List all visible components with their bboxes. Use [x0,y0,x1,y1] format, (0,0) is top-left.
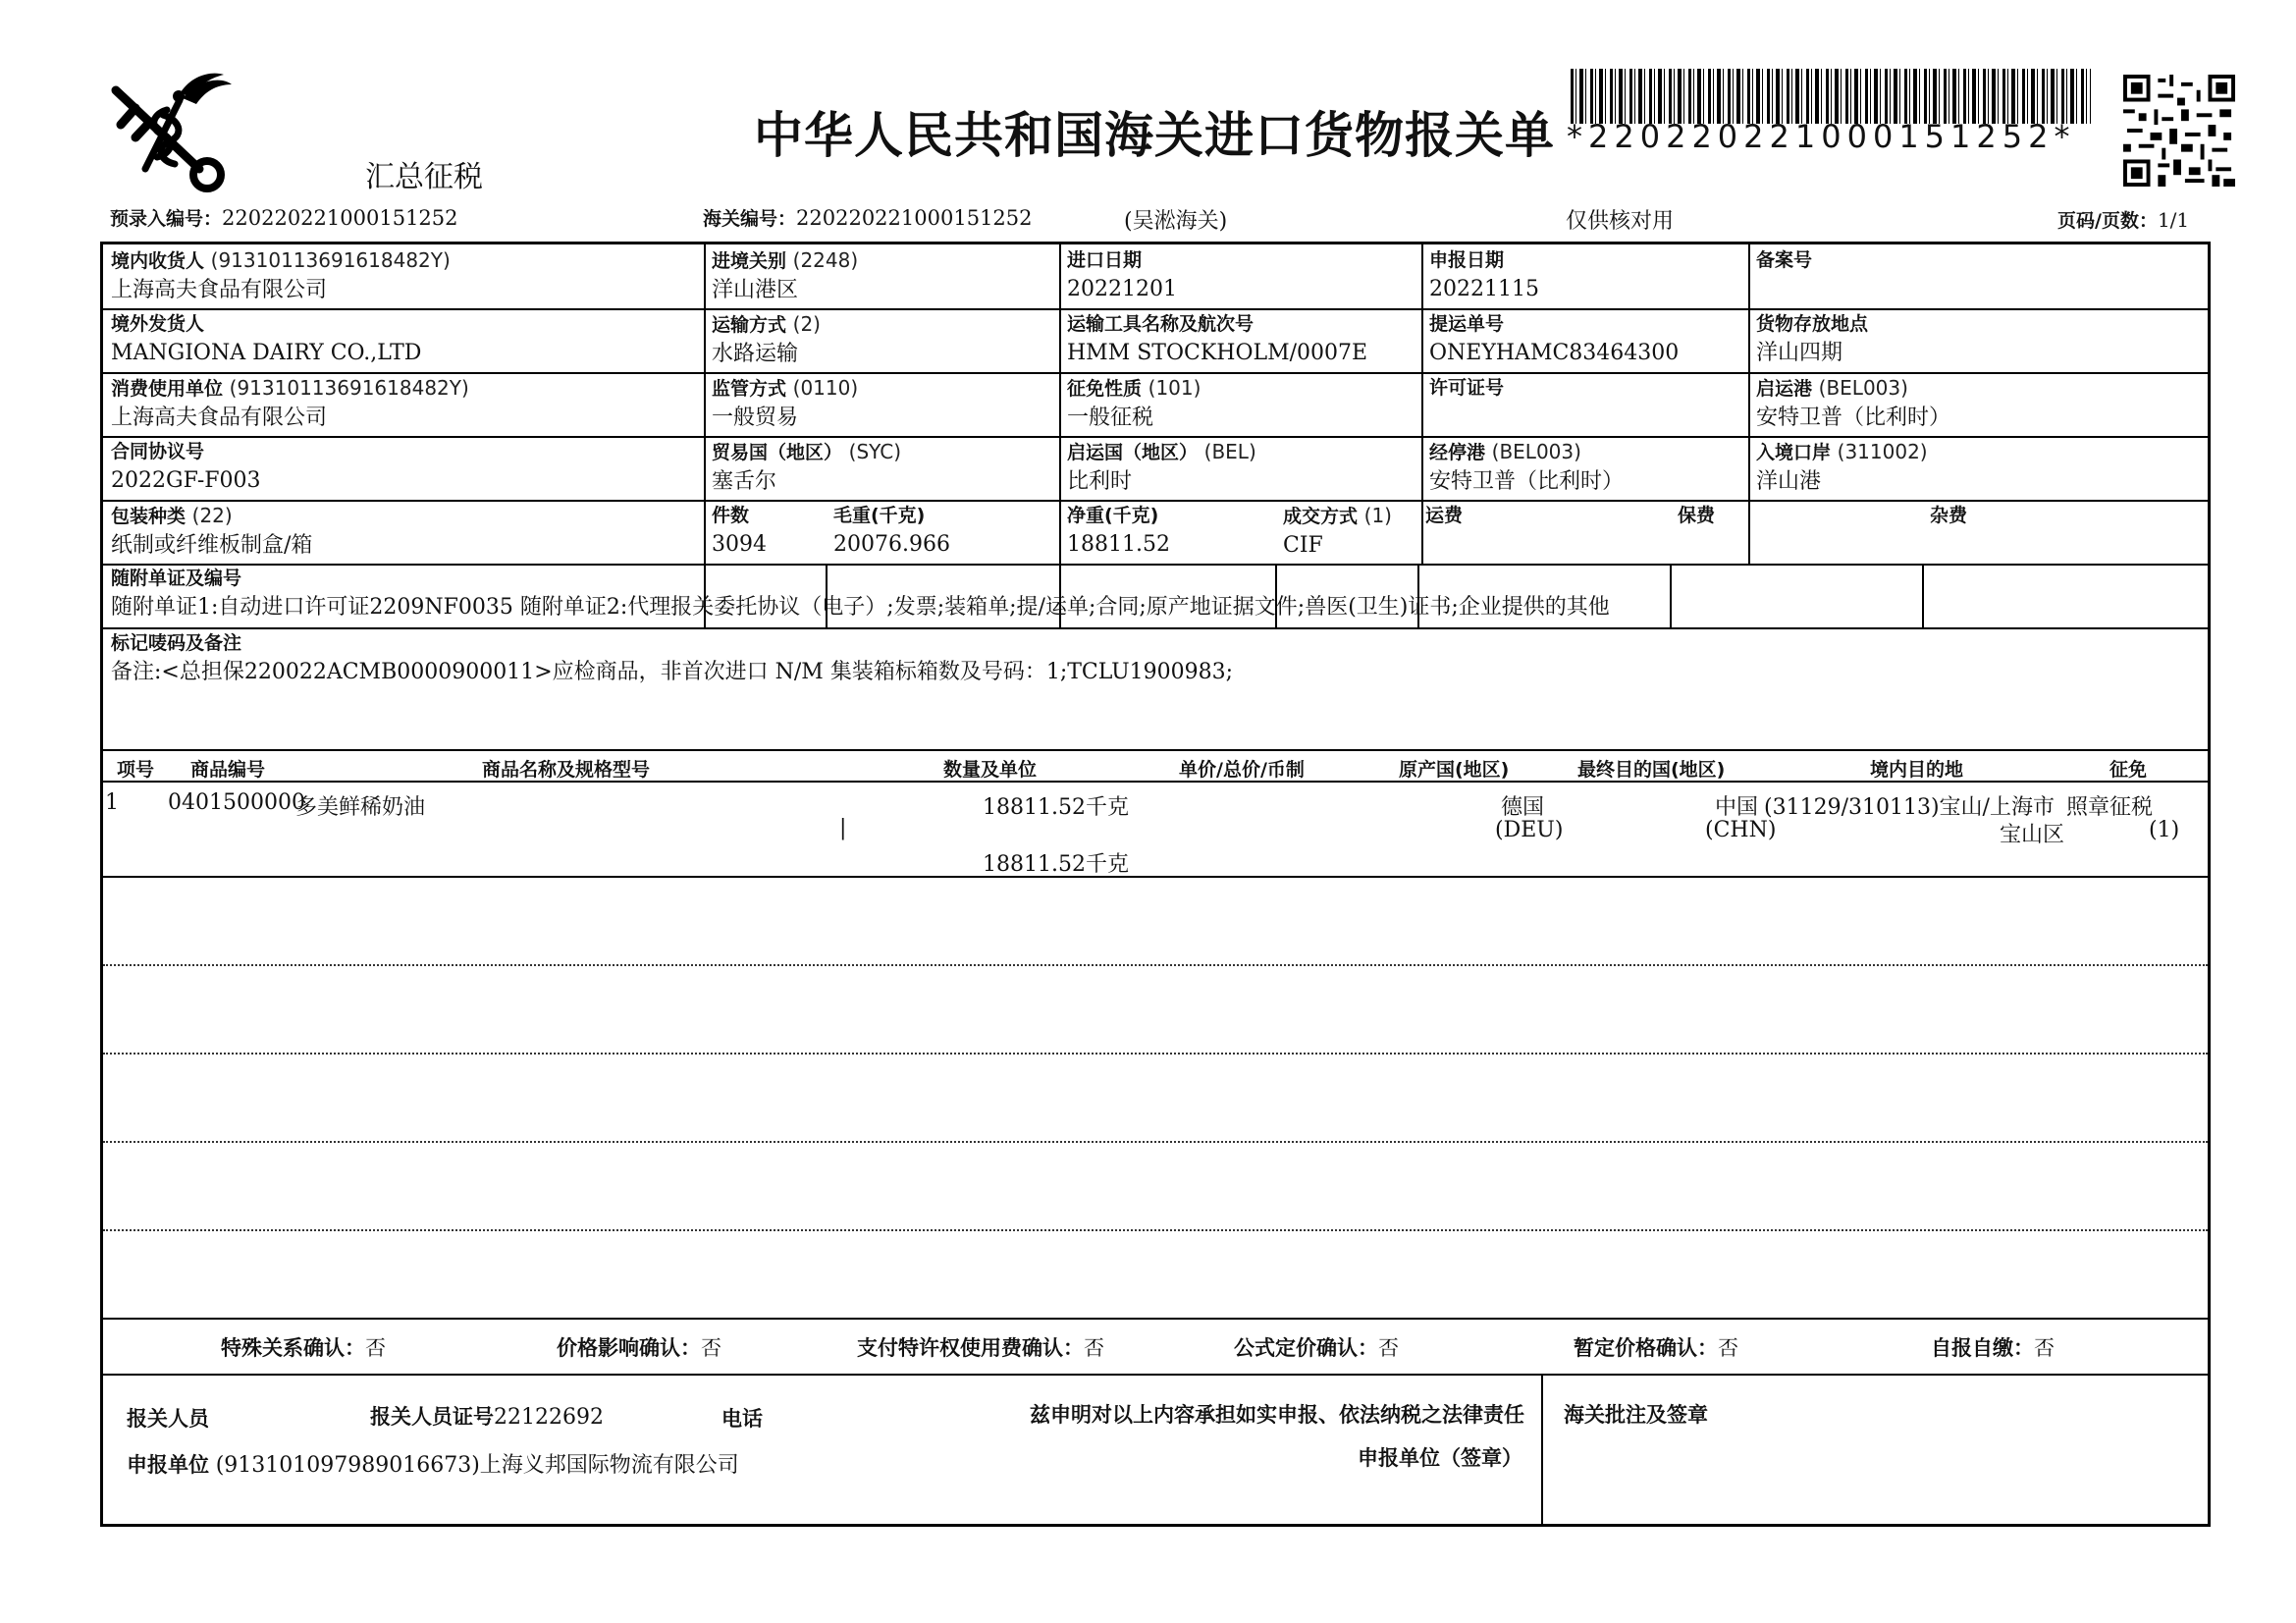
field-value: 18811.52 [1067,532,1170,557]
field-code: (2248) [792,248,859,272]
field-value: 随附单证1:自动进口许可证2209NF0035 随附单证2:代理报关委托协议（电子）;发票;装箱单;提/运单;合同;原产地证据文件;兽医(卫生)证书;企业提供的其他 [111,595,1610,620]
page-label: 页码/页数： [2057,210,2158,232]
field-label: 运输方式 [712,314,787,336]
col-header-domestic-dest: 境内目的地 [1870,759,1964,781]
declarer-cert [370,1401,604,1431]
transport-mode [712,310,821,370]
declaration-form [100,242,2211,1527]
field-value: 20221115 [1429,277,1539,301]
field-value: 备注:<总担保220022ACMB0000900011>应检商品，非首次进口 N/M 集装箱标箱数及号码：1;TCLU1900983; [111,660,1234,684]
preentry-value: 220220221000151252 [222,206,458,230]
field-value: 20221201 [1067,277,1177,301]
customs-sign-text: 海关批注及签章 [1564,1403,1708,1427]
attached-documents [111,565,1610,623]
field-value: 洋山四期 [1756,341,1843,365]
field-value: 洋山港区 [712,278,799,302]
record-number [1756,246,1812,274]
preentry-number [110,204,458,231]
subtitle: 汇总征税 [365,160,483,194]
field-label: 申报日期 [1429,249,1505,271]
confirm-value: 否 [365,1336,386,1360]
field-label: 包装种类 [111,506,187,527]
confirm-label: 公式定价确认： [1234,1336,1378,1360]
commodity-code: 0401500000 [168,790,305,815]
freight [1425,502,1463,529]
field-code: (91310113691618482Y) [229,376,469,400]
field-value: HMM STOCKHOLM/0007E [1067,341,1368,365]
quantity-1: 18811.52千克 [983,795,1129,820]
unit-label: 申报单位 [127,1453,209,1477]
unit-value: (913101097989016673)上海义邦国际物流有限公司 [215,1453,739,1478]
field-label: 标记唛码及备注 [111,632,242,654]
field-code: (SYC) [848,440,902,463]
field-code: (101) [1148,376,1201,400]
field-value: 水路运输 [712,342,799,366]
statement-text: 兹申明对以上内容承担如实申报、依法纳税之法律责任 [1030,1403,1524,1427]
origin-country: 德国 [1501,795,1545,820]
field-label: 随附单证及编号 [111,568,242,589]
consumer-unit [111,374,469,434]
field-label: 货物存放地点 [1756,313,1869,335]
customs-number [703,204,1033,231]
field-value: CIF [1283,533,1323,558]
qr-code-icon [2123,75,2235,187]
storage-location [1756,310,1868,369]
bill-of-lading [1429,310,1679,369]
confirm-value: 否 [2034,1336,2055,1360]
declaration-date [1429,246,1539,305]
field-value: 上海高夫食品有限公司 [111,278,328,302]
customs-label: 海关编号： [703,208,797,230]
field-label: 进口日期 [1067,249,1143,271]
domestic-destination: (31129/310113)宝山/上海市 [1764,795,2055,820]
origin-country-code: (DEU) [1495,818,1564,842]
field-label: 境外发货人 [111,313,205,335]
field-value: ONEYHAMC83464300 [1429,341,1680,365]
confirm-value: 否 [701,1336,721,1360]
dest-country-code: (CHN) [1705,818,1777,842]
col-header-item-no: 项号 [117,759,155,781]
col-header-price: 单价/总价/币制 [1179,759,1305,781]
domestic-destination-2: 宝山区 [2000,823,2065,847]
field-code: (91310113691618482Y) [210,248,451,272]
col-header-quantity: 数量及单位 [943,759,1038,781]
field-value: MANGIONA DAIRY CO.,LTD [111,341,422,365]
quantity-2: 18811.52千克 [983,852,1129,877]
commodity-name: 多美鲜稀奶油 [295,795,426,820]
field-code: (1) [1363,504,1392,527]
package-type [111,502,312,562]
col-header-name-spec: 商品名称及规格型号 [482,759,651,781]
entry-point [1756,438,1928,498]
confirm-value: 否 [1718,1336,1738,1360]
confirm-price-impact [557,1332,721,1362]
declarer-label [127,1403,209,1433]
field-value: 纸制或纤维板制盒/箱 [111,533,313,558]
exemption-mode: 照章征税 [2066,795,2154,820]
declaring-unit [127,1448,739,1479]
field-code: (0110) [792,376,859,400]
field-label: 备案号 [1756,249,1813,271]
field-label: 入境口岸 [1756,442,1832,463]
entry-port [712,246,858,306]
field-code: (BEL) [1203,440,1256,463]
field-label: 保费 [1678,505,1716,526]
field-label: 贸易国（地区） [712,442,843,463]
supervision-mode [712,374,858,434]
declarer-label-text: 报关人员 [127,1407,209,1431]
barcode [1571,69,2091,124]
contract-number [111,438,261,497]
field-value: 安特卫普（比利时） [1429,469,1625,494]
exemption-code: (1) [2149,818,2180,842]
page-indicator [2057,206,2189,233]
field-value: 塞舌尔 [712,469,777,494]
field-value: 3094 [712,532,767,557]
trading-country [712,438,901,498]
field-value: 一般征税 [1067,406,1154,430]
confirm-label: 暂定价格确认： [1574,1336,1718,1360]
confirm-value: 否 [1084,1336,1104,1360]
dest-country: 中国 [1715,795,1759,820]
misc-fees [1930,502,1967,529]
legal-statement [1030,1399,1524,1429]
package-count [712,502,767,561]
check-only-note: 仅供核对用 [1566,209,1675,234]
confirm-royalty [857,1332,1104,1362]
confirm-special-relation [221,1332,386,1362]
item-no: 1 [105,790,119,815]
seal-label-text: 申报单位（签章） [1358,1446,1522,1470]
field-code: (BEL003) [1491,440,1581,463]
field-label: 件数 [712,505,750,526]
preentry-label: 预录入编号： [110,208,223,230]
transit-port [1429,438,1624,498]
field-label: 启运国（地区） [1067,442,1199,463]
page-title: 中华人民共和国海关进口货物报关单 [754,107,1555,164]
phone-label-text: 电话 [721,1407,763,1431]
overseas-consignor [111,310,421,369]
field-value: 2022GF-F003 [111,468,261,493]
field-value: 上海高夫食品有限公司 [111,406,328,430]
net-weight [1067,502,1170,561]
barcode-text: *220220221000151252* [1567,118,2076,155]
confirm-label: 自报自缴： [1931,1336,2034,1360]
field-value: 洋山港 [1756,469,1822,494]
field-label: 消费使用单位 [111,378,224,400]
field-label: 许可证号 [1429,377,1505,399]
field-label: 运费 [1425,505,1464,526]
customs-sign-label [1564,1399,1708,1429]
confirm-provisional-price [1574,1332,1738,1362]
field-label: 毛重(千克) [833,505,926,526]
field-label: 净重(千克) [1067,505,1159,526]
license-number [1429,374,1504,402]
confirm-label: 特殊关系确认： [221,1336,365,1360]
confirm-formula-pricing [1234,1332,1399,1362]
marks-remarks [111,629,1233,688]
departure-port [1756,374,1950,434]
insurance [1678,502,1715,529]
field-label: 启运港 [1756,378,1813,400]
import-date [1067,246,1177,305]
phone-label [721,1403,763,1433]
col-header-origin: 原产国(地区) [1399,759,1510,781]
vessel-voyage [1067,310,1367,369]
gross-weight [833,502,950,561]
field-value: 一般贸易 [712,406,799,430]
field-label: 经停港 [1429,442,1486,463]
confirm-self-pay [1931,1332,2055,1362]
field-value: 比利时 [1067,469,1133,494]
field-code: (BEL003) [1818,376,1908,400]
customs-value: 220220221000151252 [796,206,1033,230]
declarer-cert-label: 报关人员证号 [370,1405,494,1429]
col-header-final-dest: 最终目的国(地区) [1577,759,1726,781]
confirm-label: 价格影响确认： [557,1336,701,1360]
departure-country [1067,438,1256,498]
field-label: 提运单号 [1429,313,1505,335]
field-label: 进境关别 [712,250,787,272]
customs-emblem-icon [106,71,234,193]
field-label: 成交方式 [1283,506,1359,527]
field-code: (311002) [1837,440,1928,463]
spec-separator: | [839,816,847,840]
field-label: 运输工具名称及航次号 [1067,313,1255,335]
customs-office: (吴淞海关) [1124,209,1228,234]
field-label: 监管方式 [712,378,787,400]
domestic-consignee [111,246,451,306]
seal-label [1358,1442,1522,1472]
confirm-label: 支付特许权使用费确认： [857,1336,1084,1360]
field-code: (2) [792,312,821,336]
field-label: 境内收货人 [111,250,205,272]
col-header-commodity-code: 商品编号 [190,759,266,781]
field-value: 20076.966 [833,532,950,557]
col-header-exemption: 征免 [2109,759,2148,781]
field-label: 杂费 [1930,505,1968,526]
declarer-cert-no: 22122692 [494,1405,604,1430]
field-code: (22) [191,504,233,527]
field-value: 安特卫普（比利时） [1756,406,1951,430]
confirm-value: 否 [1378,1336,1399,1360]
levy-nature [1067,374,1201,434]
field-label: 征免性质 [1067,378,1143,400]
transaction-mode [1283,502,1392,562]
field-label: 合同协议号 [111,441,205,462]
page-value: 1/1 [2157,208,2190,232]
